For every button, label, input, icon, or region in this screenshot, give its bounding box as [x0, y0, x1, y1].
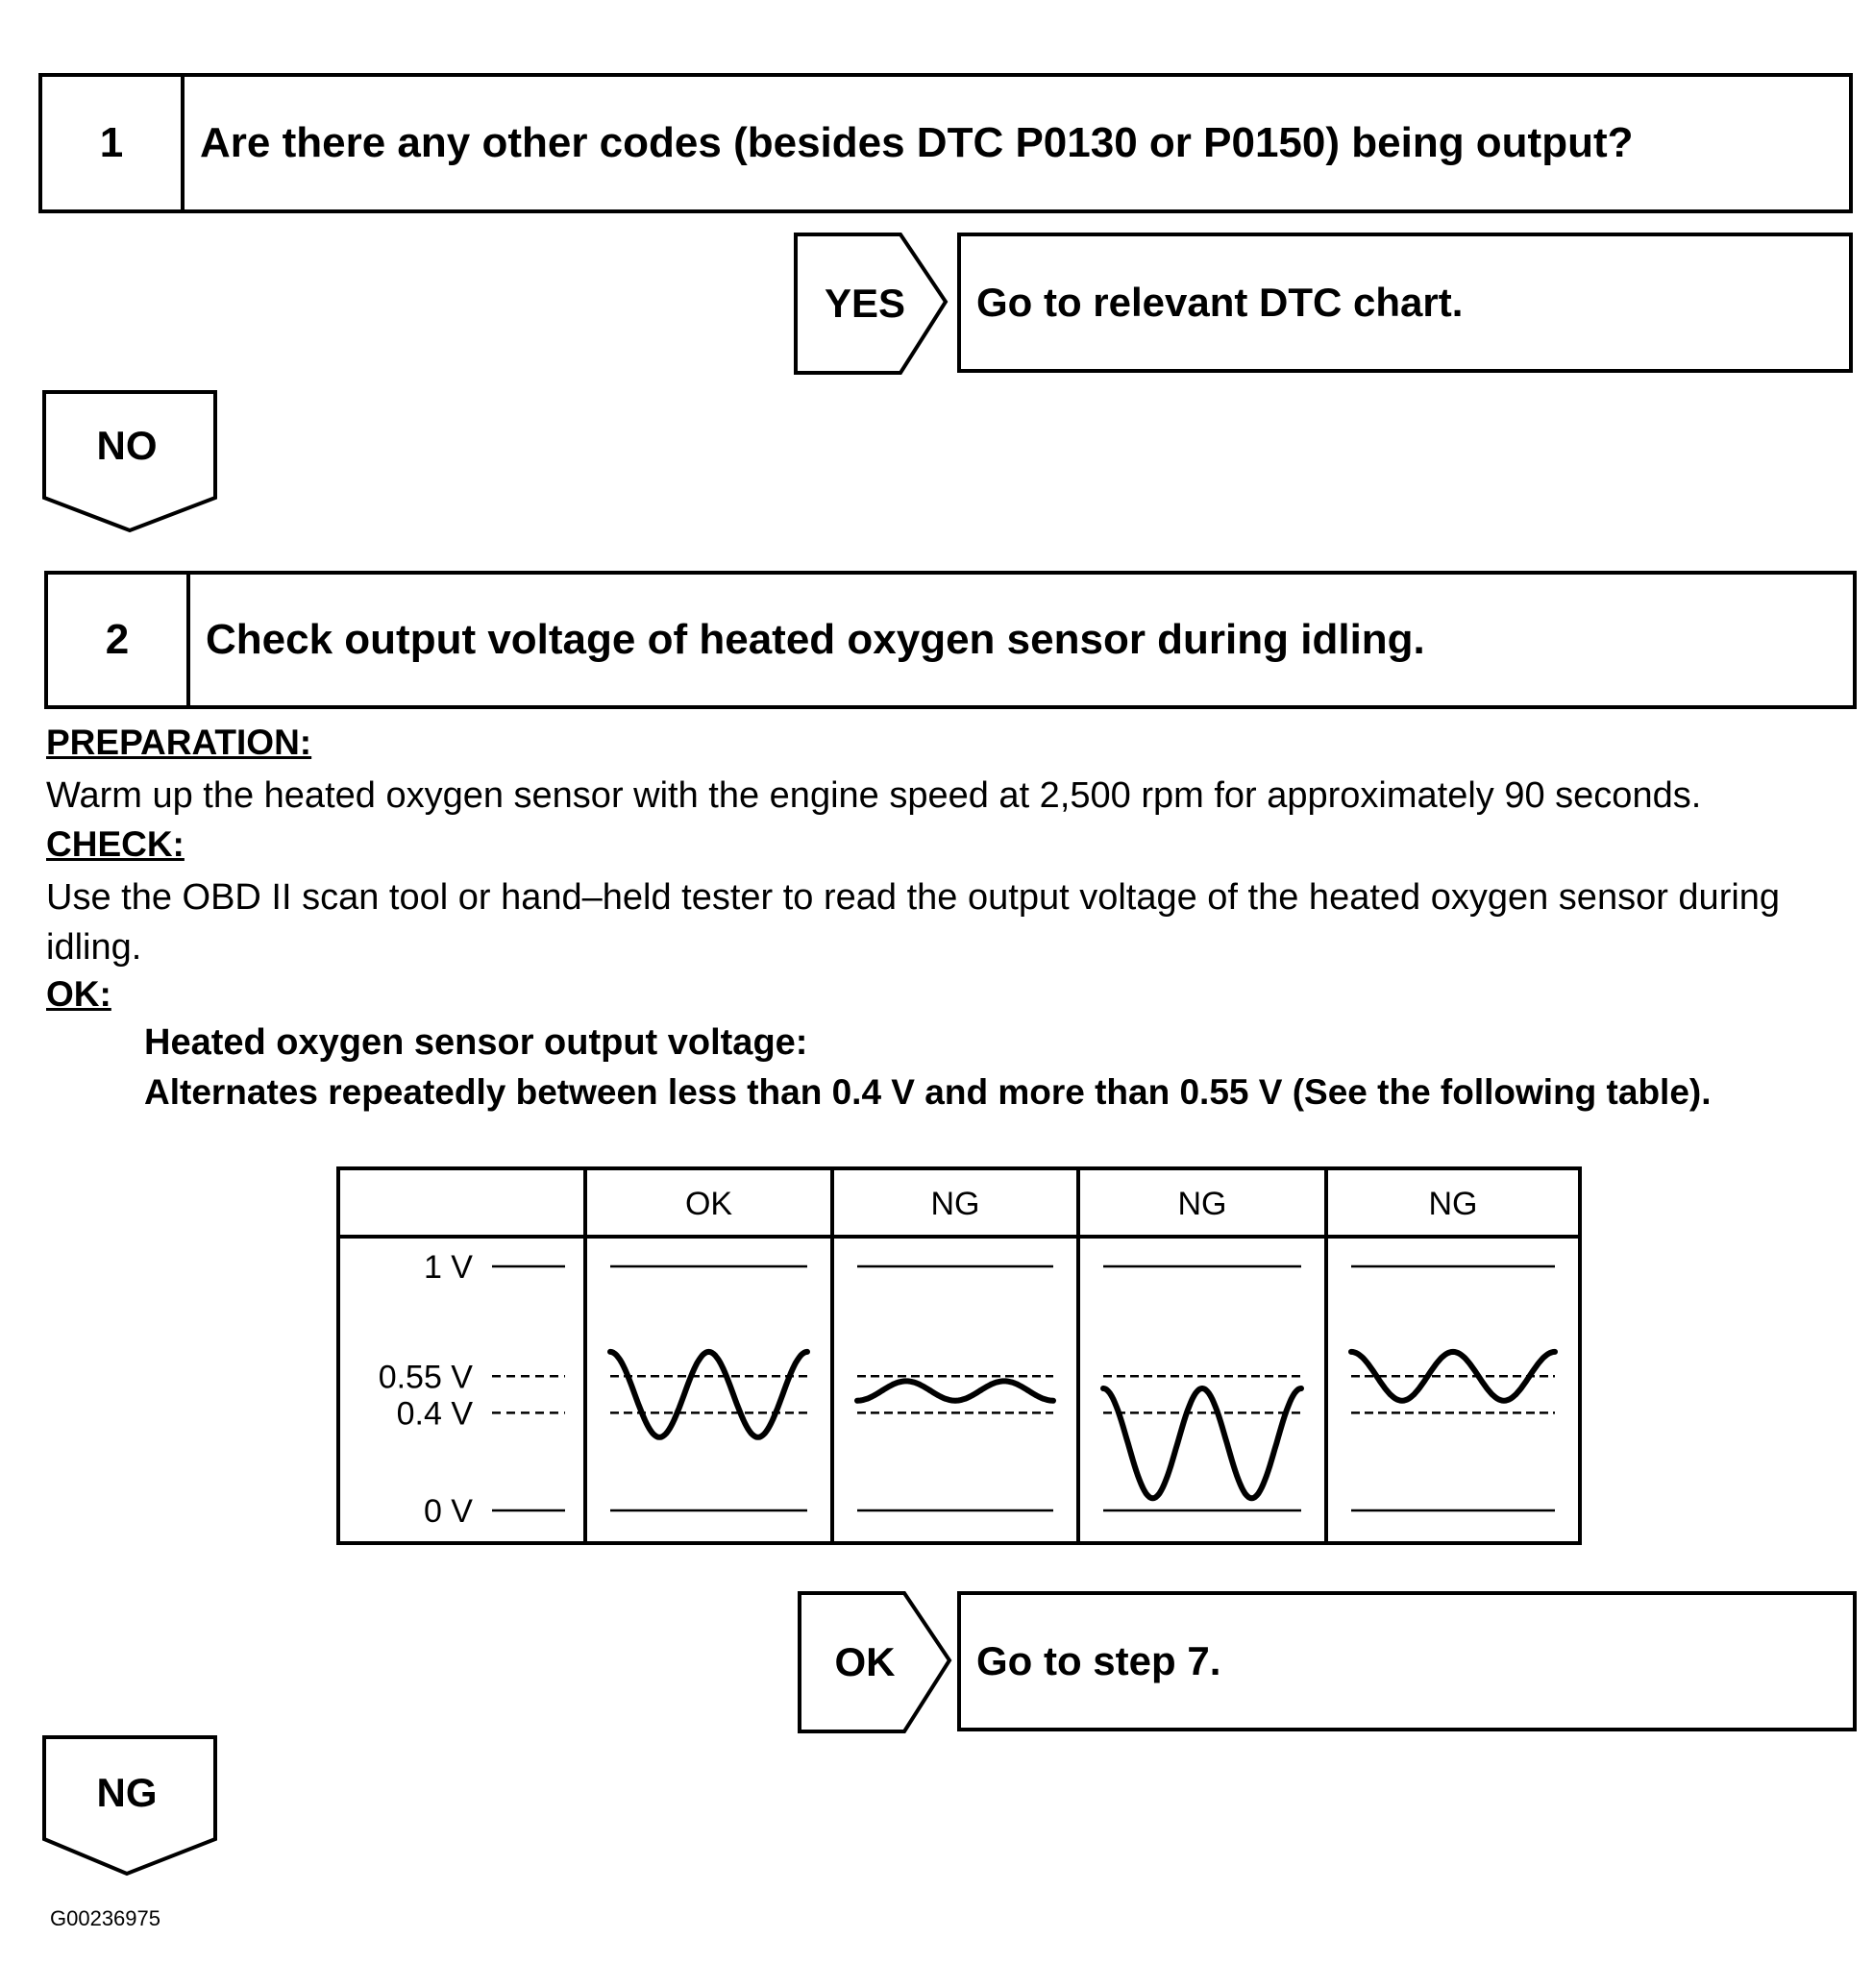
step-1-box	[38, 73, 1853, 213]
table-column-header: NG	[930, 1186, 980, 1222]
step-1-number: 1	[42, 77, 185, 209]
table-column-header: NG	[1177, 1186, 1227, 1222]
ok-arrow-shape[interactable]	[798, 1591, 957, 1733]
voltage-level-label: 0 V	[423, 1493, 473, 1530]
no-label: NO	[96, 423, 158, 468]
step-2-question: Check output voltage of heated oxygen sensor during idling.	[206, 616, 1425, 663]
preparation-heading: PREPARATION:	[46, 723, 312, 762]
ok-result-text: Go to step 7.	[976, 1638, 1221, 1683]
table-column-header: NG	[1428, 1186, 1478, 1222]
ng-arrow-shape[interactable]	[42, 1735, 219, 1879]
ok-result-box	[957, 1591, 1857, 1731]
voltage-waveform-table	[336, 1166, 1586, 1547]
step-1-question: Are there any other codes (besides DTC P0130 or P0150) being output?	[200, 119, 1634, 166]
ok-line-1: Heated oxygen sensor output voltage:	[144, 1022, 808, 1063]
ok-label: OK	[834, 1639, 896, 1684]
preparation-text: Warm up the heated oxygen sensor with the engine speed at 2,500 rpm for approximately 90 seconds.	[46, 775, 1702, 816]
step-2-number: 2	[48, 575, 190, 705]
check-text: Use the OBD II scan tool or hand–held tester to read the output voltage of the heated oxygen sensor during idling.	[46, 877, 1781, 968]
ng-label: NG	[96, 1770, 158, 1815]
yes-label: YES	[824, 281, 906, 326]
voltage-level-label: 0.55 V	[378, 1359, 473, 1396]
ok-heading: OK:	[46, 974, 111, 1014]
table-border	[338, 1168, 1580, 1543]
voltage-level-label: 0.4 V	[396, 1395, 473, 1433]
check-heading: CHECK:	[46, 824, 185, 864]
yes-result-box	[957, 233, 1853, 373]
figure-id: G00236975	[50, 1906, 160, 1930]
no-arrow-shape[interactable]	[42, 390, 219, 534]
step-2-box	[44, 571, 1857, 709]
yes-result-text: Go to relevant DTC chart.	[976, 280, 1464, 325]
table-column-header: OK	[684, 1186, 733, 1222]
ok-line-2: Alternates repeatedly between less than 0.4 V and more than 0.55 V (See the following table).	[144, 1072, 1712, 1112]
voltage-level-label: 1 V	[423, 1249, 473, 1286]
yes-arrow-shape[interactable]	[794, 233, 953, 375]
